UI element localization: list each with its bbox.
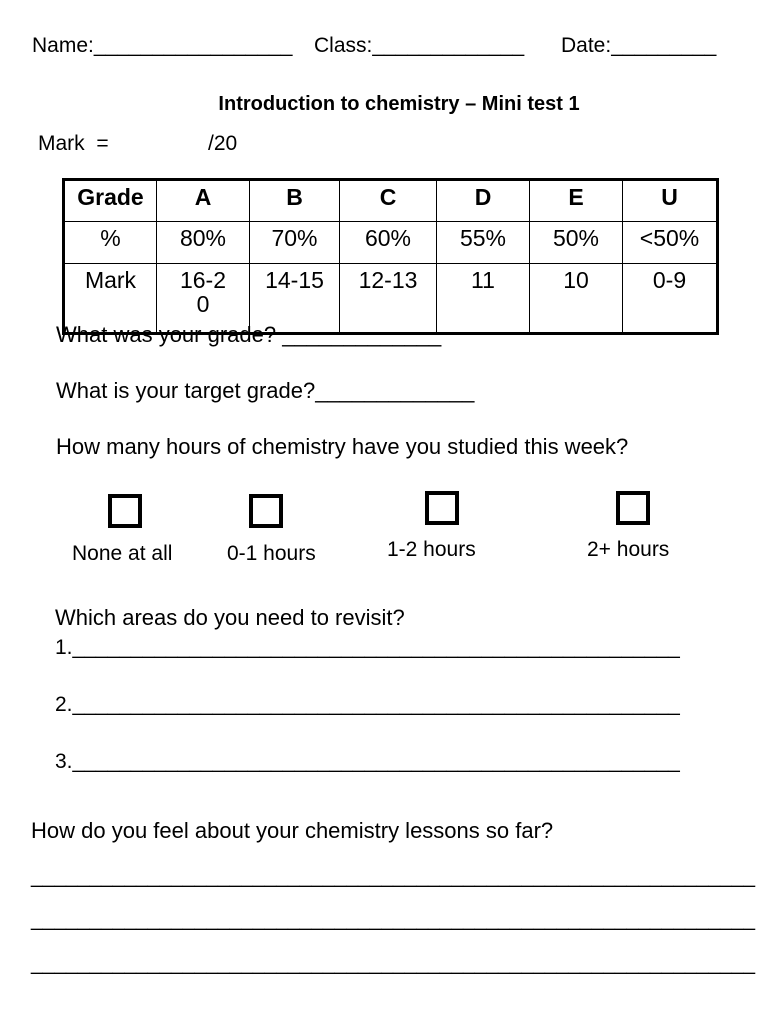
option-label: 0-1 hours — [227, 542, 316, 565]
checkbox-2-plus-hours[interactable] — [616, 491, 650, 525]
table-cell: % — [64, 222, 157, 264]
mark-label: Mark = — [38, 132, 109, 155]
option-label: 1-2 hours — [387, 538, 476, 561]
table-cell: 55% — [437, 222, 530, 264]
table-cell: A — [157, 180, 250, 222]
revisit-line-3[interactable]: 3.____________________________________________________ — [55, 750, 680, 773]
table-cell: 70% — [250, 222, 340, 264]
table-cell: 60% — [340, 222, 437, 264]
grade-question[interactable]: What was your grade? _____________ — [56, 322, 442, 347]
table-cell: <50% — [623, 222, 718, 264]
page-title: Introduction to chemistry – Mini test 1 — [218, 93, 580, 115]
table-cell: Grade — [64, 180, 157, 222]
revisit-line-1[interactable]: 1.____________________________________________________ — [55, 636, 680, 659]
table-cell: 50% — [530, 222, 623, 264]
table-cell: D — [437, 180, 530, 222]
feel-line-1[interactable]: ______________________________________________________________ — [31, 865, 756, 888]
table-cell: 0-9 — [623, 264, 718, 334]
table-row — [64, 222, 718, 264]
table-cell: C — [340, 180, 437, 222]
revisit-question: Which areas do you need to revisit? — [55, 605, 405, 630]
table-cell: 11 — [437, 264, 530, 334]
name-field[interactable]: Name:_________________ — [32, 34, 293, 57]
class-field[interactable]: Class:_____________ — [314, 34, 525, 57]
feel-question: How do you feel about your chemistry lessons so far? — [31, 818, 554, 843]
table-cell: U — [623, 180, 718, 222]
table-cell: E — [530, 180, 623, 222]
option-label: None at all — [72, 542, 173, 565]
date-field[interactable]: Date:_________ — [561, 34, 717, 57]
table-cell: 80% — [157, 222, 250, 264]
table-cell: 10 — [530, 264, 623, 334]
revisit-line-2[interactable]: 2.____________________________________________________ — [55, 693, 680, 716]
table-cell: B — [250, 180, 340, 222]
table-cell: 14-15 — [250, 264, 340, 334]
table-cell: 16-20 — [157, 264, 250, 334]
table-cell: 12-13 — [340, 264, 437, 334]
table-header-row — [64, 180, 718, 222]
checkbox-0-1-hours[interactable] — [249, 494, 283, 528]
feel-line-3[interactable]: ______________________________________________________________ — [31, 952, 756, 975]
checkbox-none[interactable] — [108, 494, 142, 528]
target-grade-question[interactable]: What is your target grade?_____________ — [56, 378, 475, 403]
option-label: 2+ hours — [587, 538, 670, 561]
feel-line-2[interactable]: ______________________________________________________________ — [31, 908, 756, 931]
table-cell: Mark — [64, 264, 157, 334]
mark-out-of: /20 — [208, 132, 238, 155]
checkbox-1-2-hours[interactable] — [425, 491, 459, 525]
hours-question: How many hours of chemistry have you studied this week? — [56, 434, 629, 459]
grade-boundaries-table — [62, 178, 719, 335]
